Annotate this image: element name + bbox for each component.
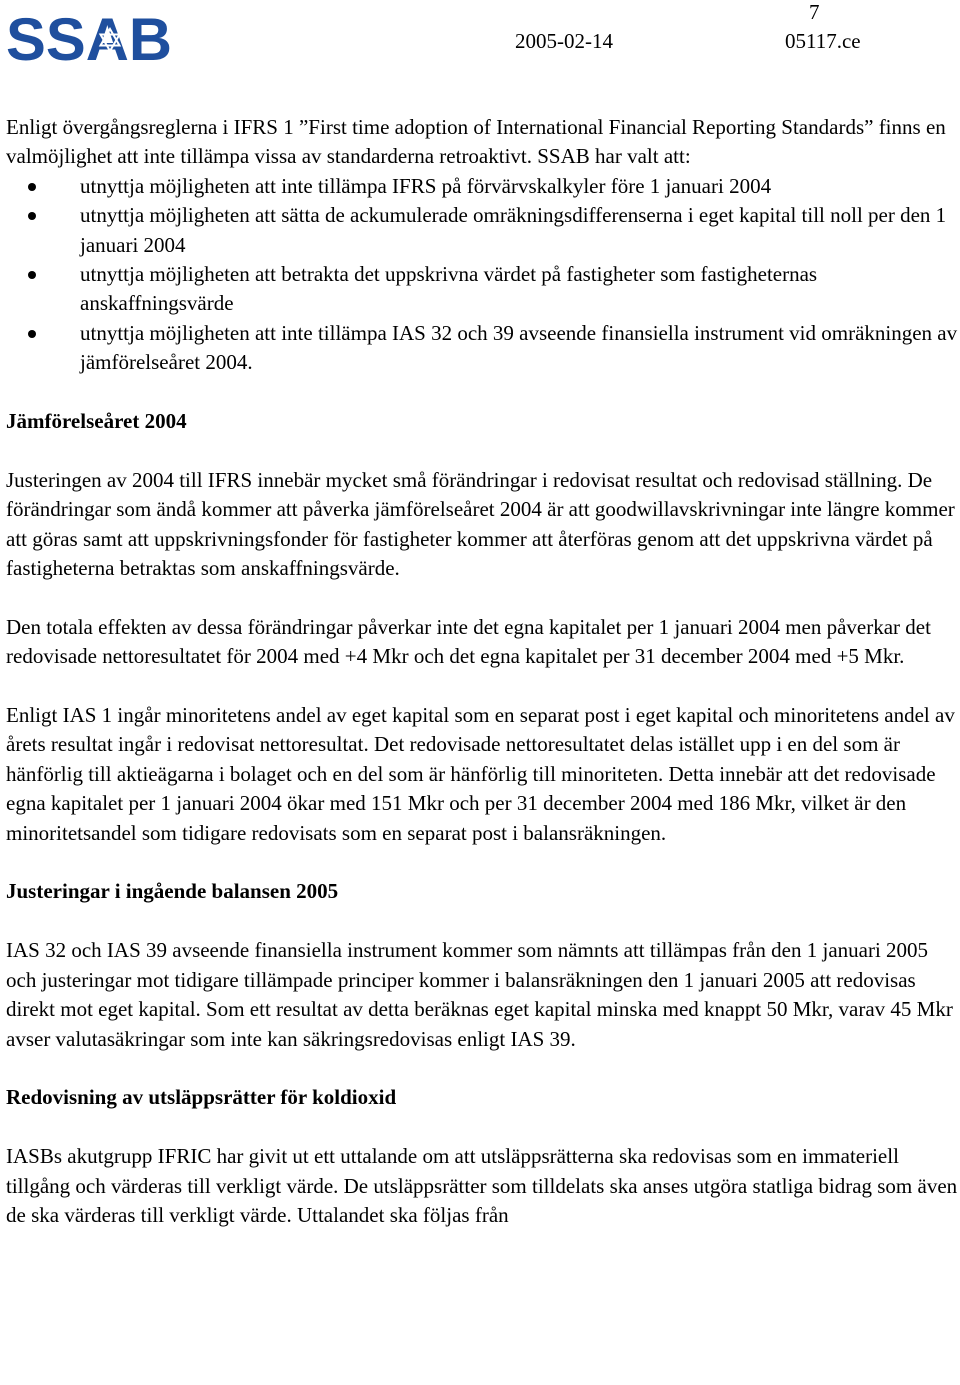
list-item: utnyttja möjligheten att inte tillämpa IFRS på förvärvskalkyler före 1 januari 2004 bbox=[6, 172, 958, 201]
paragraph: IAS 32 och IAS 39 avseende finansiella instrument kommer som nämnts att tillämpas från den 1 januari 2005 och justeringar mot tidigare tillämpade principer kommer i balansräkningen den 1 januari 2005 att redovisas direkt mot eget kapital. Som ett resultat av detta beräknas eget kapital minska med knappt 50 Mkr, varav 45 Mkr avser valutasäkringar som inte kan säkringsredovisas enligt IAS 39. bbox=[6, 938, 953, 1051]
list-item: utnyttja möjligheten att inte tillämpa IAS 32 och 39 avseende finansiella instrument vid omräkningen av jämförelseåret 2004. bbox=[6, 319, 958, 378]
section-heading: Jämförelseåret 2004 bbox=[6, 409, 187, 434]
paragraph: Den totala effekten av dessa förändringar påverkar inte det egna kapitalet per 1 januari 2004 men påverkar det redovisade nettoresultatet för 2004 med +4 Mkr och det egna kapitalet per 31 december 2004 med +5 Mkr. bbox=[6, 614, 931, 669]
list-item: utnyttja möjligheten att sätta de ackumulerade omräkningsdifferenserna i eget kapital till noll per den 1 januari 2004 bbox=[6, 201, 958, 260]
document-body bbox=[6, 113, 958, 1230]
section-heading: Justeringar i ingående balansen 2005 bbox=[6, 879, 339, 904]
bullet-icon bbox=[28, 271, 36, 279]
document-date: 2005-02-14 bbox=[515, 29, 613, 53]
bullet-icon bbox=[28, 330, 36, 338]
paragraph: IASBs akutgrupp IFRIC har givit ut ett uttalande om att utsläppsrätterna ska redovisas som en immateriell tillgång och värderas till verkligt värde. De utsläppsrätter som tilldelats ska anses utgöra statliga bidrag som även de ska värderas till verkligt värde. Uttalandet ska följas från bbox=[6, 1144, 958, 1227]
page-number: 7 bbox=[809, 0, 820, 24]
intro-paragraph: Enligt övergångsreglerna i IFRS 1 ”First time adoption of International Financial Reporting Standards” finns en valmöjlighet att inte tillämpa vissa av standarderna retroaktivt. SSAB har valt att: bbox=[6, 115, 946, 169]
section-heading: Redovisning av utsläppsrätter för koldioxid bbox=[6, 1085, 397, 1110]
options-list bbox=[6, 172, 958, 378]
bullet-icon bbox=[28, 212, 36, 220]
ssab-logo bbox=[6, 8, 174, 68]
bullet-icon bbox=[28, 183, 36, 191]
svg-text:SSAB: SSAB bbox=[6, 8, 172, 68]
list-item: utnyttja möjligheten att betrakta det uppskrivna värdet på fastigheter som fastigheternas anskaffningsvärde bbox=[6, 260, 958, 319]
paragraph: Justeringen av 2004 till IFRS innebär mycket små förändringar i redovisat resultat och redovisad ställning. De förändringar som ändå kommer att påverka jämförelseåret 2004 är att goodwillavskrivningar inte längre kommer att göras samt att uppskrivningsfonder för fastigheter kommer att återföras genom att det uppskrivna värdet på fastigheterna betraktas som anskaffningsvärde. bbox=[6, 467, 955, 581]
paragraph: Enligt IAS 1 ingår minoritetens andel av eget kapital som en separat post i eget kapital och minoritetens andel av årets resultat ingår i redovisat nettoresultat. Det redovisade nettoresultatet delas istället upp i en del som är hänförlig till aktieägarna i bolaget och en del som är hänförlig till minoriteten. Detta innebär att det redovisade egna kapitalet per 1 januari 2004 ökar med 151 Mkr och per 31 december 2004 med 186 Mkr, vilket är den minoritetsandel som tidigare redovisats som en separat post i balansräkningen. bbox=[6, 703, 955, 845]
document-reference: 05117.ce bbox=[785, 29, 861, 53]
